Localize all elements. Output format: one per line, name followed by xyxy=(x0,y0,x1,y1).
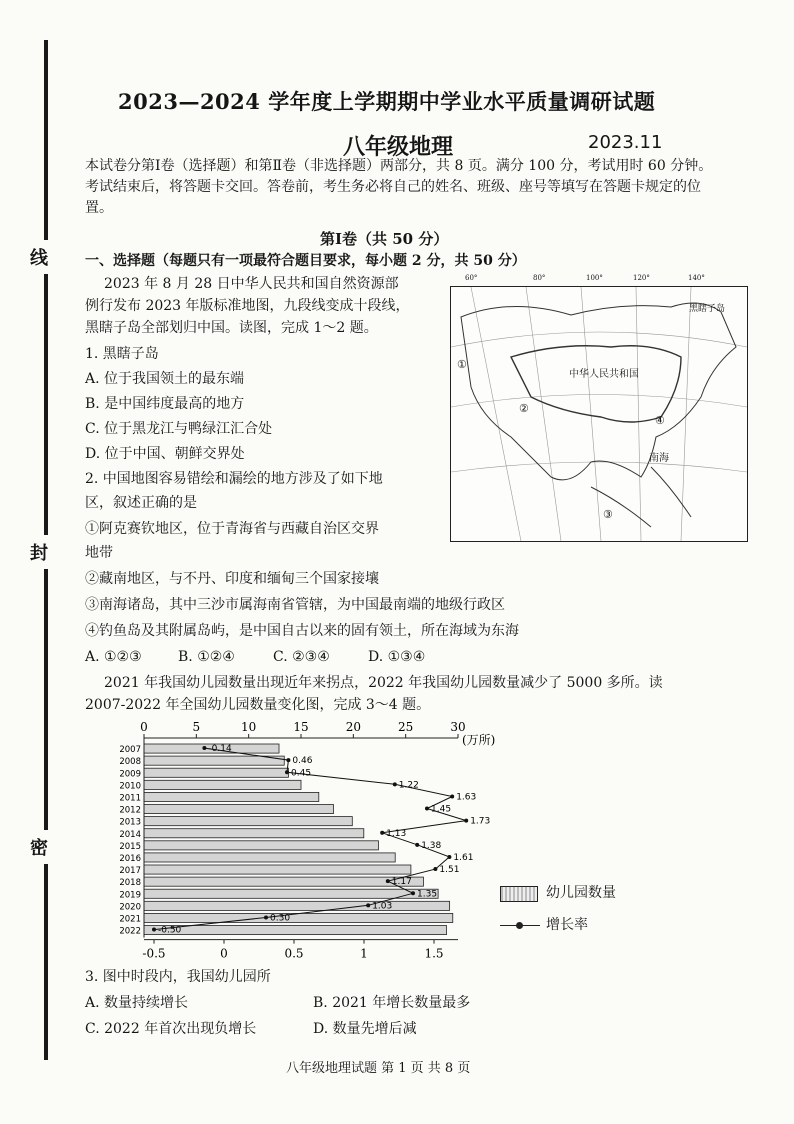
category-label: 2013 xyxy=(119,817,141,828)
map-lon-80: 80° xyxy=(533,274,546,282)
category-label: 2020 xyxy=(119,902,141,913)
top-axis-tick-label: 25 xyxy=(398,720,414,734)
growth-rate-point xyxy=(202,746,206,750)
q2-option-a: A. ①②③ xyxy=(85,649,142,665)
growth-rate-label: 1.22 xyxy=(398,780,419,791)
kindergarten-chart xyxy=(108,720,498,961)
q2-option-b: B. ①②④ xyxy=(178,649,235,665)
top-axis-tick-label: 20 xyxy=(345,720,361,734)
growth-rate-point xyxy=(152,928,156,932)
page-footer: 八年级地理试题 第 1 页 共 8 页 xyxy=(286,1061,471,1076)
q3-option-a: A. 数量持续增长 xyxy=(85,995,189,1011)
map-lon-120: 120° xyxy=(633,274,650,282)
binding-char-xian: 线 xyxy=(30,240,48,274)
growth-rate-point xyxy=(450,794,454,798)
exam-date: 2023.11 xyxy=(588,132,663,153)
bar-kindergarten-count xyxy=(144,780,301,789)
growth-rate-label: 1.35 xyxy=(417,889,438,900)
growth-rate-point xyxy=(380,831,384,835)
q2-option-d: D. ①③④ xyxy=(368,649,426,665)
q2-item-1-cont: 地带 xyxy=(85,545,113,561)
exam-subtitle: 八年级地理 xyxy=(343,134,454,160)
growth-rate-point xyxy=(286,758,290,762)
bar-kindergarten-count xyxy=(144,768,288,777)
map-marker-3: ③ xyxy=(603,508,613,521)
growth-rate-point xyxy=(393,782,397,786)
q2-item-4: ④钓鱼岛及其附属岛屿，是中国自古以来的固有领土，所在海域为东海 xyxy=(85,623,519,639)
q2-item-2: ②藏南地区，与不丹、印度和缅甸三个国家接壤 xyxy=(85,571,379,587)
legend-bar-label: 幼儿园数量 xyxy=(546,885,616,901)
map-label-heixiazi: 黑瞎子岛 xyxy=(689,304,726,314)
growth-rate-label: 1.03 xyxy=(372,901,393,912)
q3-option-c: C. 2022 年首次出现负增长 xyxy=(85,1021,257,1037)
growth-rate-label: 1.45 xyxy=(431,804,452,815)
bar-kindergarten-count xyxy=(144,805,333,814)
q1-option-d: D. 位于中国、朝鲜交界处 xyxy=(85,446,245,462)
map-lon-100: 100° xyxy=(586,274,603,282)
passage1-line1: 2023 年 8 月 28 日中华人民共和国自然资源部 xyxy=(104,276,399,292)
q2-stem-line1: 2. 中国地图容易错绘和漏绘的地方涉及了如下地 xyxy=(85,471,383,487)
category-label: 2016 xyxy=(119,854,141,864)
category-label: 2009 xyxy=(119,769,141,780)
growth-rate-label: 1.38 xyxy=(421,840,442,851)
map-marker-4: ④ xyxy=(655,414,665,427)
category-label: 2011 xyxy=(119,793,141,804)
passage2-line2: 2007-2022 年全国幼儿园数量变化图，完成 3～4 题。 xyxy=(85,697,431,713)
category-label: 2012 xyxy=(119,805,141,816)
category-label: 2010 xyxy=(119,781,141,792)
category-label: 2007 xyxy=(119,745,141,756)
growth-rate-label: 1.63 xyxy=(456,792,477,803)
q1-option-a: A. 位于我国领土的最东端 xyxy=(85,371,245,387)
category-label: 2008 xyxy=(119,757,141,768)
category-label: 2019 xyxy=(119,890,141,901)
growth-rate-point xyxy=(464,819,468,823)
growth-rate-label: 1.17 xyxy=(391,877,412,888)
passage2-line1: 2021 年我国幼儿园数量出现近年来拐点，2022 年我国幼儿园数量减少了 5000 多所。读 xyxy=(104,675,663,691)
bottom-axis-tick-label: 1.5 xyxy=(424,946,444,961)
growth-rate-label: 0.45 xyxy=(291,768,312,779)
map-lon-60: 60° xyxy=(465,274,478,282)
bottom-axis-tick-label: 1 xyxy=(360,946,368,961)
growth-rate-point xyxy=(447,855,451,859)
category-label: 2022 xyxy=(119,926,141,937)
map-label-china: 中华人民共和国 xyxy=(569,369,639,380)
bottom-axis-tick-label: -0.5 xyxy=(142,946,166,961)
q1-option-b: B. 是中国纬度最高的地方 xyxy=(85,396,245,412)
asia-map xyxy=(450,274,748,542)
category-label: 2014 xyxy=(119,829,141,840)
q3-option-b: B. 2021 年增长数量最多 xyxy=(313,995,471,1011)
q2-item-3: ③南海诸岛，其中三沙市属海南省管辖，为中国最南端的地级行政区 xyxy=(85,597,505,613)
q2-option-c: C. ②③④ xyxy=(273,649,330,665)
binding-char-feng: 封 xyxy=(30,535,48,569)
legend-line-dot xyxy=(516,922,523,929)
growth-rate-label: 1.51 xyxy=(439,865,460,876)
top-axis-unit: (万所) xyxy=(462,733,496,747)
q3-stem: 3. 图中时段内，我国幼儿园所 xyxy=(85,969,271,985)
passage1-line3: 黑瞎子岛全部划归中国。读图，完成 1～2 题。 xyxy=(85,320,378,336)
map-lon-140: 140° xyxy=(688,274,705,282)
category-label: 2021 xyxy=(119,914,141,925)
section-heading: 一、选择题（每题只有一项最符合题目要求，每小题 2 分，共 50 分） xyxy=(85,253,526,269)
top-axis-tick-label: 30 xyxy=(450,720,466,734)
bar-kindergarten-count xyxy=(144,817,352,826)
bar-kindergarten-count xyxy=(144,926,446,935)
growth-rate-label: 0.46 xyxy=(292,756,313,767)
map-label-nanhai: 南海 xyxy=(649,453,669,464)
map-drawing xyxy=(451,287,747,541)
bar-kindergarten-count xyxy=(144,829,364,838)
legend-line-label: 增长率 xyxy=(546,917,588,933)
part-heading: 第Ⅰ卷（共 50 分） xyxy=(320,230,449,248)
map-marker-1: ① xyxy=(457,358,467,371)
growth-rate-point xyxy=(366,903,370,907)
growth-rate-label: 1.73 xyxy=(470,816,491,827)
intro-paragraph: 本试卷分第Ⅰ卷（选择题）和第Ⅱ卷（非选择题）两部分，共 8 页。满分 100 分，考试用时 60 分钟。考试结束后，将答题卡交回。答卷前，考生务必将自己的姓名、班级、座号等填写在答题卡规定的位置。 xyxy=(85,158,713,216)
top-axis-tick-label: 0 xyxy=(140,720,148,734)
bottom-axis-tick-label: 0 xyxy=(220,946,228,961)
top-axis-tick-label: 10 xyxy=(241,720,257,734)
q3-option-d: D. 数量先增后减 xyxy=(313,1021,417,1037)
bar-kindergarten-count xyxy=(144,889,438,898)
bar-kindergarten-count xyxy=(144,756,284,765)
bottom-axis-tick-label: 0.5 xyxy=(284,946,304,961)
legend-bar-swatch xyxy=(500,886,538,902)
bar-kindergarten-count xyxy=(144,901,450,910)
growth-rate-label: -0.14 xyxy=(208,744,232,755)
growth-rate-point xyxy=(425,807,429,811)
growth-rate-point xyxy=(285,770,289,774)
q2-item-1: ①阿克赛钦地区，位于青海省与西藏自治区交界 xyxy=(85,521,379,537)
growth-rate-point xyxy=(415,843,419,847)
bar-kindergarten-count xyxy=(144,877,423,886)
category-label: 2018 xyxy=(119,878,141,889)
growth-rate-label: 1.61 xyxy=(453,852,474,863)
q1-stem: 1. 黑瞎子岛 xyxy=(85,346,159,362)
top-axis-tick-label: 15 xyxy=(293,720,309,734)
category-label: 2017 xyxy=(119,866,141,877)
bar-kindergarten-count xyxy=(144,853,395,862)
growth-rate-point xyxy=(411,891,415,895)
q2-stem-line2: 区，叙述正确的是 xyxy=(85,495,197,511)
category-label: 2015 xyxy=(119,841,141,852)
q1-option-c: C. 位于黑龙江与鸭绿江汇合处 xyxy=(85,421,273,437)
top-axis-tick-label: 5 xyxy=(192,720,201,734)
growth-rate-point xyxy=(386,879,390,883)
bar-kindergarten-count xyxy=(144,865,411,874)
growth-rate-label: -0.50 xyxy=(158,925,182,936)
growth-rate-label: 1.13 xyxy=(386,828,407,839)
exam-title: 2023—2024 学年度上学期期中学业水平质量调研试题 xyxy=(118,89,656,114)
binding-char-mi: 密 xyxy=(30,830,48,864)
bar-kindergarten-count xyxy=(144,913,453,922)
passage1-line2: 例行发布 2023 年版标准地图，九段线变成十段线， xyxy=(85,298,410,314)
bar-kindergarten-count xyxy=(144,792,319,801)
bar-kindergarten-count xyxy=(144,841,378,850)
growth-rate-point xyxy=(433,867,437,871)
map-marker-2: ② xyxy=(519,402,529,415)
growth-rate-point xyxy=(264,915,268,919)
growth-rate-label: 0.30 xyxy=(270,913,291,924)
